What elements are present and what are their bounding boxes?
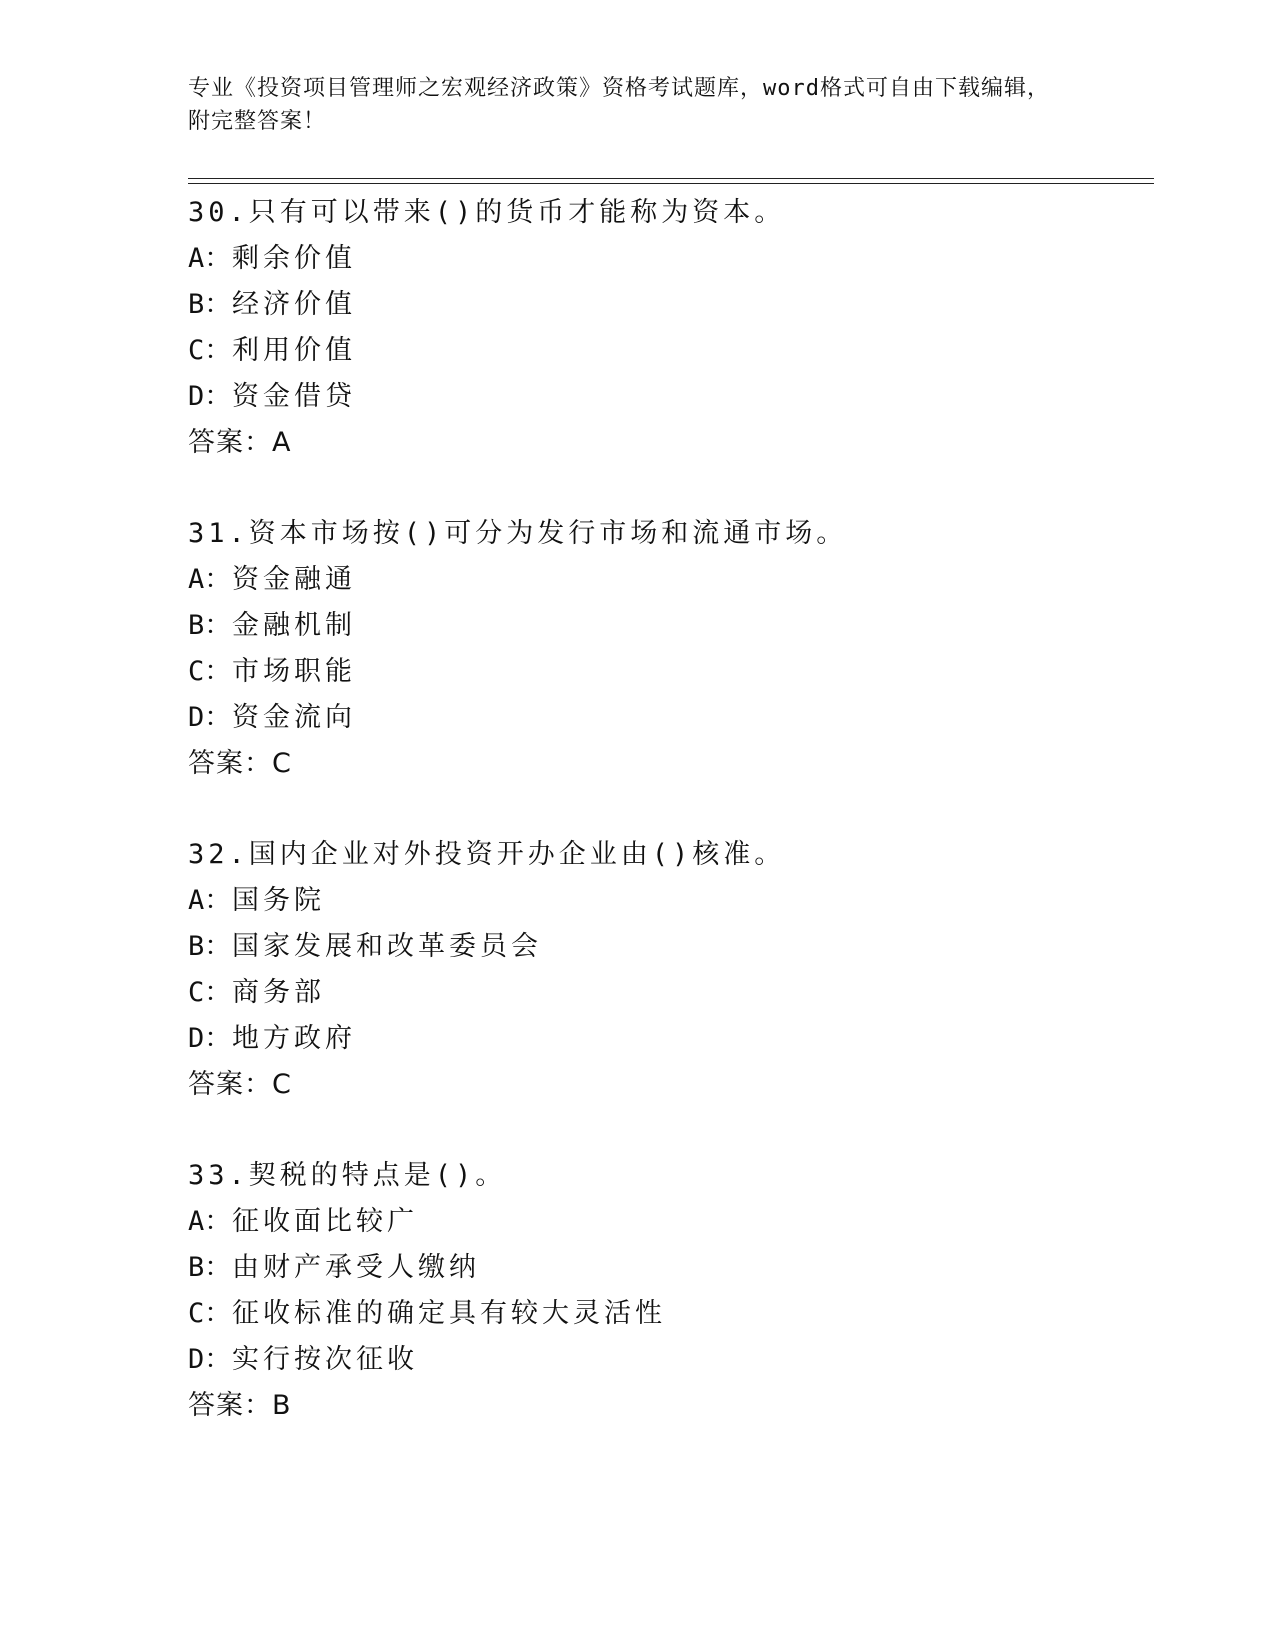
question-33 [188,1153,1148,1429]
option-text: 征收标准的确定具有较大灵活性 [232,1298,666,1329]
option-text: 实行按次征收 [232,1344,418,1375]
option-text: 商务部 [232,977,325,1008]
option-text: 利用价值 [232,335,356,366]
document-intro: 专业《投资项目管理师之宏观经济政策》资格考试题库，word格式可自由下载编辑，附完整答案！ [188,76,1050,134]
option-c [188,328,1148,374]
option-b [188,282,1148,328]
option-text: 征收面比较广 [232,1206,418,1237]
option-letter: D： [188,1023,232,1054]
option-letter: D： [188,702,232,733]
option-b [188,1245,1148,1291]
option-text: 由财产承受人缴纳 [232,1252,480,1283]
option-text: 国务院 [232,885,325,916]
question-32 [188,832,1148,1108]
option-letter: C： [188,335,232,366]
option-d [188,1337,1148,1383]
option-text: 国家发展和改革委员会 [232,931,542,962]
option-a [188,236,1148,282]
answer-line: 答案：C [188,748,292,779]
option-letter: A： [188,1206,232,1237]
option-text: 剩余价值 [232,243,356,274]
question-stem: 31.资本市场按()可分为发行市场和流通市场。 [188,518,848,549]
option-letter: A： [188,885,232,916]
question-31 [188,511,1148,787]
option-letter: A： [188,243,232,274]
question-30 [188,190,1148,466]
question-stem: 32.国内企业对外投资开办企业由()核准。 [188,839,786,870]
option-text: 资金流向 [232,702,356,733]
option-letter: C： [188,656,232,687]
option-letter: C： [188,977,232,1008]
option-text: 地方政府 [232,1023,356,1054]
option-d [188,1016,1148,1062]
option-c [188,1291,1148,1337]
option-a [188,1199,1148,1245]
option-letter: D： [188,381,232,412]
option-text: 市场职能 [232,656,356,687]
option-d [188,695,1148,741]
option-text: 资金借贷 [232,381,356,412]
answer-line: 答案：C [188,1069,292,1100]
option-letter: D： [188,1344,232,1375]
option-text: 资金融通 [232,564,356,595]
option-letter: C： [188,1298,232,1329]
answer-line: 答案：B [188,1390,292,1421]
option-letter: B： [188,289,232,320]
option-d [188,374,1148,420]
option-letter: B： [188,610,232,641]
option-b [188,603,1148,649]
option-text: 经济价值 [232,289,356,320]
header-divider-bottom [188,183,1154,184]
option-c [188,649,1148,695]
answer-line: 答案：A [188,427,292,458]
option-text: 金融机制 [232,610,356,641]
question-stem: 33.契税的特点是()。 [188,1160,507,1191]
option-c [188,970,1148,1016]
option-letter: B： [188,931,232,962]
option-a [188,878,1148,924]
option-letter: A： [188,564,232,595]
question-stem: 30.只有可以带来()的货币才能称为资本。 [188,197,786,228]
option-a [188,557,1148,603]
option-b [188,924,1148,970]
header-divider-top [188,178,1154,179]
option-letter: B： [188,1252,232,1283]
